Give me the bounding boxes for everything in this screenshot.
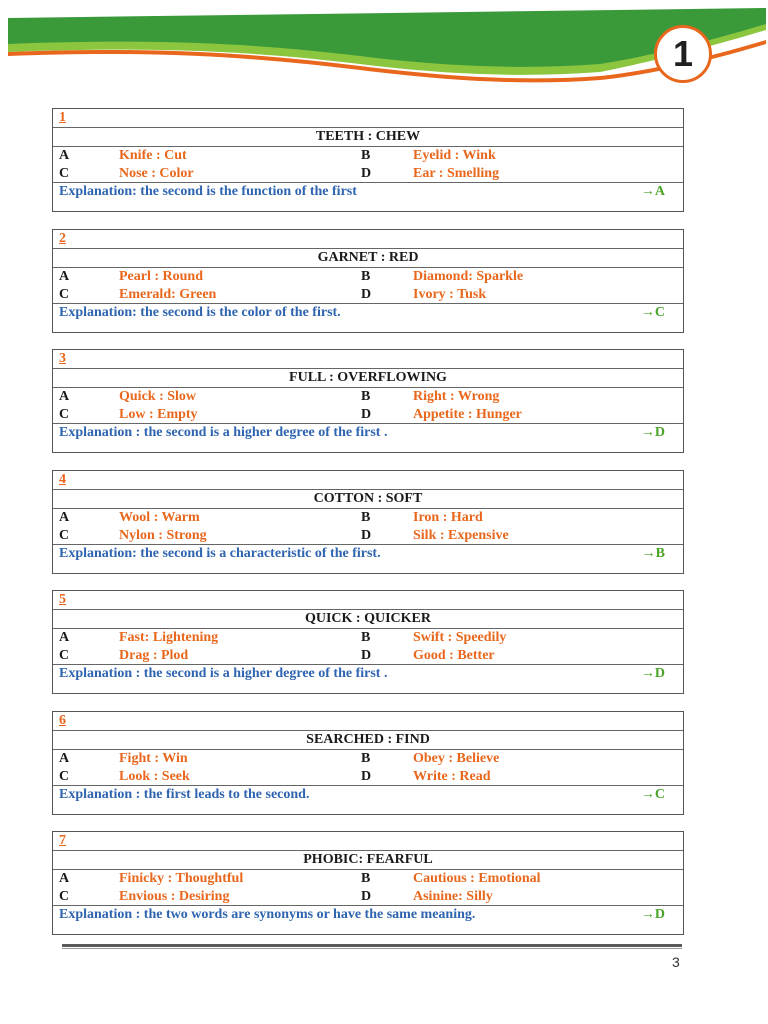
option-letter: D [361, 286, 372, 302]
option-text: Drag : Plod [119, 648, 189, 663]
explanation-text: Explanation: the second is the function of the first [59, 184, 357, 199]
option-letter: A [59, 389, 70, 404]
answer-key [641, 304, 665, 322]
question-number: 4 [59, 471, 66, 487]
page-number: 3 [672, 954, 680, 970]
answer-key [642, 545, 665, 563]
option-letter: A [59, 148, 70, 163]
option-letter: B [361, 509, 371, 525]
answer-key [641, 183, 665, 201]
explanation-text: Explanation : the second is a higher degree of the first . [59, 425, 388, 440]
arrow-right-icon: → [640, 184, 655, 199]
explanation-text: Explanation : the first leads to the second. [59, 786, 310, 802]
option-letter: C [59, 407, 70, 422]
question-list [52, 108, 684, 952]
option-letter: B [361, 268, 371, 284]
option-letter: A [59, 871, 70, 886]
option-letter: B [361, 750, 371, 766]
option-text: Write : Read [413, 768, 491, 784]
chapter-number-badge: 1 [654, 25, 712, 83]
question-box [52, 590, 684, 694]
option-letter: D [361, 527, 372, 543]
option-letter: D [361, 166, 372, 181]
header-wave-banner [0, 0, 768, 110]
question-box [52, 711, 684, 815]
option-letter: A [59, 630, 70, 645]
option-letter: C [59, 286, 70, 302]
answer-letter: C [654, 304, 665, 320]
option-letter: C [59, 889, 70, 904]
option-letter: D [361, 407, 372, 422]
option-text: Envious : Desiring [119, 889, 230, 904]
option-text: Low : Empty [119, 407, 198, 422]
footer-rule [62, 944, 682, 950]
option-letter: A [59, 268, 70, 284]
question-number: 6 [59, 712, 66, 728]
arrow-right-icon: → [641, 545, 656, 561]
option-text: Look : Seek [119, 768, 190, 784]
option-letter: B [361, 630, 371, 645]
question-stem: FULL : OVERFLOWING [289, 370, 447, 385]
arrow-right-icon: → [640, 786, 655, 802]
option-text: Obey : Believe [413, 750, 500, 766]
arrow-right-icon: → [640, 304, 655, 320]
option-letter: A [59, 509, 70, 525]
option-letter: C [59, 768, 70, 784]
option-text: Swift : Speedily [413, 630, 507, 645]
question-stem: TEETH : CHEW [315, 129, 421, 144]
answer-letter: C [654, 786, 665, 802]
option-text: Ivory : Tusk [413, 286, 487, 302]
option-letter: D [361, 889, 372, 904]
question-box [52, 470, 684, 574]
option-text: Emerald: Green [119, 286, 217, 302]
option-letter: D [361, 648, 372, 663]
question-stem: QUICK : QUICKER [304, 611, 431, 626]
answer-key [641, 424, 665, 442]
option-letter: B [361, 871, 371, 886]
arrow-right-icon: → [640, 666, 655, 681]
arrow-right-icon: → [640, 425, 655, 440]
option-text: Ear : Smelling [413, 166, 500, 181]
answer-letter: B [655, 545, 665, 561]
question-box [52, 349, 684, 453]
option-letter: B [361, 389, 371, 404]
option-text: Good : Better [413, 648, 495, 663]
question-box [52, 229, 684, 333]
option-text: Knife : Cut [119, 148, 187, 163]
option-letter: C [59, 166, 70, 181]
answer-key [641, 906, 665, 924]
answer-key [641, 665, 665, 683]
option-text: Finicky : Thoughtful [119, 871, 244, 886]
question-stem: COTTON : SOFT [313, 490, 423, 506]
option-letter: C [59, 527, 70, 543]
option-text: Nose : Color [119, 166, 194, 181]
arrow-right-icon: → [640, 907, 655, 922]
question-number: 1 [59, 110, 66, 125]
question-number: 7 [59, 833, 66, 848]
answer-key [641, 786, 665, 804]
option-text: Fight : Win [119, 750, 188, 766]
option-text: Quick : Slow [119, 389, 197, 404]
option-text: Diamond: Sparkle [413, 268, 524, 284]
question-number: 3 [59, 351, 66, 366]
question-number: 2 [59, 230, 66, 246]
question-stem: PHOBIC: FEARFUL [303, 852, 433, 867]
question-box [52, 108, 684, 212]
question-number: 5 [59, 592, 66, 607]
answer-letter: A [654, 184, 665, 199]
option-text: Nylon : Strong [119, 527, 207, 543]
option-letter: C [59, 648, 70, 663]
option-text: Appetite : Hunger [413, 407, 522, 422]
question-box [52, 831, 684, 935]
option-text: Iron : Hard [413, 509, 483, 525]
option-text: Cautious : Emotional [413, 871, 541, 886]
option-text: Silk : Expensive [413, 527, 509, 543]
option-text: Pearl : Round [119, 268, 203, 284]
option-text: Fast: Lightening [119, 630, 219, 645]
option-letter: A [59, 750, 70, 766]
explanation-text: Explanation: the second is a characteristic of the first. [59, 545, 381, 561]
answer-letter: D [654, 425, 665, 440]
question-stem: GARNET : RED [317, 249, 419, 265]
answer-letter: D [654, 907, 665, 922]
option-text: Asinine: Silly [413, 889, 493, 904]
option-text: Right : Wrong [413, 389, 500, 404]
explanation-text: Explanation: the second is the color of the first. [59, 304, 341, 320]
explanation-text: Explanation : the second is a higher degree of the first . [59, 666, 388, 681]
option-letter: D [361, 768, 372, 784]
answer-letter: D [654, 666, 665, 681]
option-letter: B [361, 148, 371, 163]
option-text: Eyelid : Wink [413, 148, 496, 163]
explanation-text: Explanation : the two words are synonyms or have the same meaning. [59, 907, 476, 922]
option-text: Wool : Warm [119, 509, 200, 525]
question-stem: SEARCHED : FIND [306, 731, 430, 747]
